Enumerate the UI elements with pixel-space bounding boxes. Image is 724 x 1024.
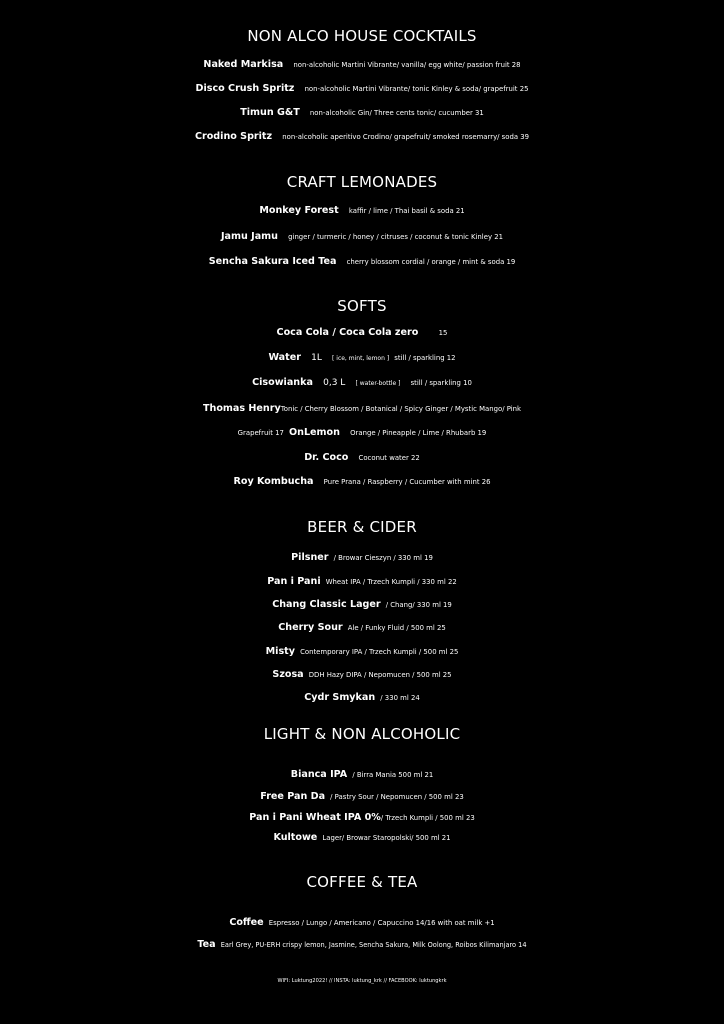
menu-item: [0, 762, 724, 781]
menu-item: [0, 784, 724, 803]
item-desc: non-alcoholic Martini Vibrante/ vanilla/ egg white/ passion fruit 28: [293, 61, 521, 69]
item-desc: ginger / turmeric / honey / citruses / coconut & tonic Kinley 21: [288, 233, 503, 241]
item-name: Cydr Smykan: [304, 692, 376, 703]
menu-item: [0, 685, 724, 704]
item-name: Misty: [265, 646, 295, 657]
item-name: Szosa: [272, 669, 304, 680]
item-name: Tea: [197, 939, 216, 950]
item-name: Thomas Henry: [202, 403, 281, 414]
item-name: Free Pan Da: [260, 791, 326, 802]
section-title-lemonades: CRAFT LEMONADES: [286, 173, 438, 191]
menu-item: [0, 320, 724, 339]
menu-item: [0, 910, 724, 929]
item-desc: Pure Prana / Raspberry / Cucumber with mint 26: [323, 478, 491, 486]
item-name: Bianca IPA: [290, 769, 348, 780]
menu-item: [0, 805, 724, 824]
menu-item: [0, 662, 724, 681]
item-desc: / Pastry Sour / Nepomucen / 500 ml 23: [330, 793, 464, 801]
item-name: Jamu Jamu: [220, 231, 278, 242]
menu-item: [0, 615, 724, 634]
item-desc: kaffir / lime / Thai basil & soda 21: [348, 207, 465, 215]
menu-item: [0, 569, 724, 588]
item-name: Coffee: [229, 917, 264, 928]
item-name: Sencha Sakura Iced Tea: [208, 256, 337, 267]
menu-item: [0, 124, 724, 143]
footer-info: WIFI: Luktung2022! // INSTA: luktung_krk // FACEBOOK: luktungkrk: [277, 978, 447, 984]
item-desc: DDH Hazy DIPA / Nepomucen / 500 ml 25: [308, 671, 452, 679]
item-desc: Contemporary IPA / Trzech Kumpli / 500 ml 25: [300, 648, 459, 656]
item-desc: non-alcoholic Martini Vibrante/ tonic Kinley & soda/ grapefruit 25: [304, 85, 529, 93]
section-title-beer: BEER & CIDER: [307, 518, 417, 536]
item-desc: Wheat IPA / Trzech Kumpli / 330 ml 22: [325, 578, 457, 586]
item-desc: Ale / Funky Fluid / 500 ml 25: [347, 624, 446, 632]
item-desc: Lager/ Browar Staropolski/ 500 ml 21: [322, 834, 451, 842]
item-name: OnLemon: [288, 427, 340, 438]
menu-item: [0, 224, 724, 243]
item-name: Pan i Pani: [267, 576, 321, 587]
section-title-coffee: COFFEE & TEA: [306, 873, 418, 891]
item-desc: / 330 ml 24: [380, 694, 420, 702]
item-name: Dr. Coco: [304, 452, 349, 463]
menu-item: [0, 100, 724, 119]
item-desc: / Chang/ 330 ml 19: [385, 601, 452, 609]
item-name: Roy Kombucha: [233, 476, 314, 487]
item-name: Disco Crush Spritz: [195, 83, 295, 94]
item-name: Chang Classic Lager: [272, 599, 381, 610]
menu-item: [0, 639, 724, 658]
menu-item: [0, 76, 724, 95]
item-desc: Earl Grey, PU-ERH crispy lemon, Jasmine, Sencha Sakura, Milk Oolong, Roibos Kilimanjaro 14: [220, 941, 527, 949]
item-name: Naked Markisa: [203, 59, 284, 70]
item-name: Monkey Forest: [259, 205, 339, 216]
item-name: Kultowe: [273, 832, 318, 843]
item-desc: Espresso / Lungo / Americano / Capuccino 14/16 with oat milk +1: [268, 919, 495, 927]
item-name: Pan i Pani Wheat IPA 0%: [249, 812, 381, 823]
menu-item: [0, 469, 724, 488]
item-extras: [ ice, mint, lemon ]: [332, 355, 390, 362]
section-title-softs: SOFTS: [337, 297, 387, 315]
item-desc: cherry blossom cordial / orange / mint & soda 19: [346, 258, 516, 266]
item-name: Timun G&T: [240, 107, 300, 118]
item-name: Coca Cola / Coca Cola zero: [276, 327, 419, 338]
item-desc: Orange / Pineapple / Lime / Rhubarb 19: [350, 429, 487, 437]
item-desc: Tonic / Cherry Blossom / Botanical / Spicy Ginger / Mystic Mango/ Pink: [280, 405, 522, 413]
item-name: Water: [268, 352, 301, 363]
menu-item: [0, 420, 724, 439]
item-desc: / Browar Cieszyn / 330 ml 19: [333, 554, 433, 562]
menu-item: [0, 370, 724, 389]
menu-item: [0, 396, 724, 415]
item-desc: / Birra Mania 500 ml 21: [352, 771, 434, 779]
item-name: Cisowianka: [252, 377, 313, 388]
section-title-cocktails: NON ALCO HOUSE COCKTAILS: [247, 27, 477, 45]
item-desc: Coconut water 22: [358, 454, 420, 462]
item-volume: 1L: [311, 353, 322, 363]
item-desc: non-alcoholic aperitivo Crodino/ grapefruit/ smoked rosemarry/ soda 39: [282, 133, 530, 141]
menu-item: [0, 198, 724, 217]
item-name: Pilsner: [291, 552, 329, 563]
item-extras: [ water-bottle ]: [355, 380, 401, 387]
item-volume: 0,3 L: [323, 378, 346, 388]
item-name: Cherry Sour: [278, 622, 343, 633]
menu-item: [0, 249, 724, 268]
menu-item: [0, 825, 724, 844]
item-desc: / Trzech Kumpli / 500 ml 23: [380, 814, 475, 822]
menu-item: [0, 445, 724, 464]
menu-item: [0, 545, 724, 564]
item-name: Crodino Spritz: [194, 131, 273, 142]
menu-item: [0, 52, 724, 71]
item-desc-continued: Grapefruit 17: [237, 429, 284, 437]
item-desc: non-alcoholic Gin/ Three cents tonic/ cucumber 31: [309, 109, 484, 117]
menu-item: [0, 592, 724, 611]
menu-item: [0, 345, 724, 364]
menu-item: [0, 932, 724, 951]
section-title-light: LIGHT & NON ALCOHOLIC: [263, 725, 461, 743]
item-price: 15: [438, 329, 448, 337]
item-desc: still / sparkling 10: [410, 379, 472, 387]
item-desc: still / sparkling 12: [394, 354, 456, 362]
